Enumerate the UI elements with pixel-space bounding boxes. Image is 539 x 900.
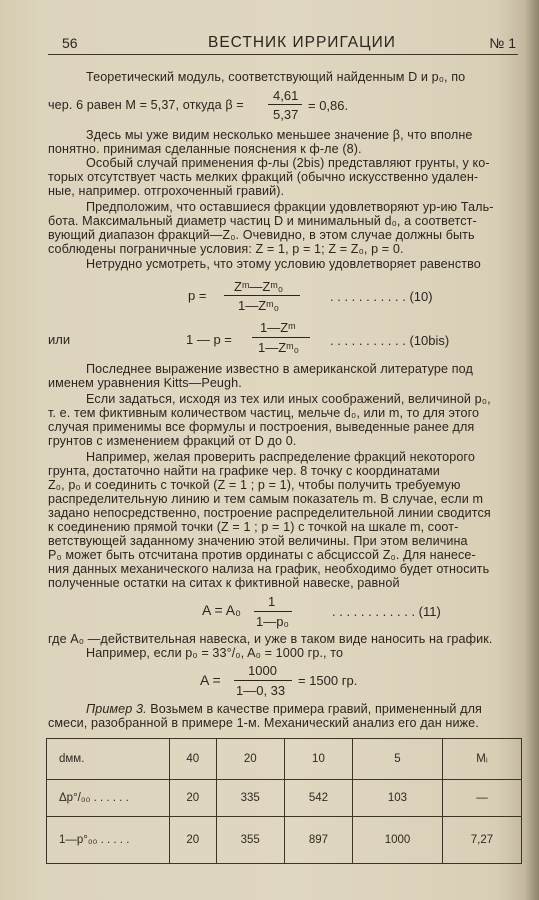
fraction-bar <box>224 295 300 296</box>
table-header-cell: dмм. <box>47 739 170 780</box>
example-formula-numerator: 1000 <box>248 663 277 678</box>
text-line: Здесь мы уже видим несколько меньшее значение β, что вполне <box>86 128 473 142</box>
text-line: Нетрудно усмотреть, что этому условию удовлетворяет равенство <box>86 257 481 271</box>
text-line: ные, например. отгрохоченный гравий). <box>48 184 285 198</box>
sieve-analysis-table <box>46 738 522 864</box>
example-formula-result: = 1500 гр. <box>298 673 358 688</box>
journal-title: ВЕСТНИК ИРРИГАЦИИ <box>208 34 396 51</box>
page-number: 56 <box>62 35 78 51</box>
text-line: Особый случай применения ф-лы (2bis) представляют грунты, у ко- <box>86 156 490 170</box>
fraction-bar <box>252 337 310 338</box>
text-line: ния данных механическогo нализа на график, необходимо будет относить <box>48 562 490 576</box>
table-cell: 335 <box>216 780 284 817</box>
text-line <box>86 702 482 717</box>
text-line: грунта, достаточно найти на графике чер. 8 точку с координатами <box>48 464 440 478</box>
text-line: торых отсутствует часть мелких фракций (обычно искусственно удален- <box>48 170 479 184</box>
beta-numerator: 4,61 <box>273 88 299 103</box>
or-word: или <box>48 332 71 347</box>
table-cell: 7,27 <box>442 817 521 864</box>
table-cell: — <box>442 780 521 817</box>
table-cell: 897 <box>284 817 352 864</box>
text-line: полученные остатки на ситах к фиктивной навеске, равной <box>48 576 400 590</box>
text-line: задано непосредственно, построение распределительной линии сводится <box>48 506 491 520</box>
text-line: Предположим, что оставшиеся фракции удовлетворяют ур-ию Таль- <box>86 200 494 214</box>
fraction-bar <box>234 680 292 681</box>
text-line: Теоретический модуль, соответствующий найденным D и p₀, по <box>86 70 466 84</box>
table-cell: 20 <box>170 780 217 817</box>
text-line: Z₀, p₀ и соединить с точкой (Z = 1 ; p = 1), чтобы получить требуемую <box>48 478 461 492</box>
formula-10-numerator: Zᵐ—Zᵐ₀ <box>234 279 284 294</box>
table-cell: 1000 <box>353 817 443 864</box>
page-header <box>48 30 518 55</box>
formula-11-tag: . . . . . . . . . . . . (11) <box>332 604 441 619</box>
formula-10bis-tag: . . . . . . . . . . . (10bis) <box>330 333 450 348</box>
text-line: понятно. принимая сделанные пояснения к ф-ле (8). <box>48 142 362 156</box>
table-row <box>47 817 522 864</box>
beta-result: = 0,86. <box>308 98 349 113</box>
formula-10-lhs: p = <box>188 288 207 303</box>
text-line: грунтов с изменением фракций от D до 0. <box>48 434 297 448</box>
text-line: Последнее выражение известно в американской литературе под <box>86 362 473 376</box>
example-formula-lhs: A = <box>200 672 221 688</box>
text-line: где A₀ —действительная навеска, и уже в таком виде наносить на график. <box>48 632 493 646</box>
text-line: т. е. тем фиктивным количеством частиц, мельче d₀, или m, то для этого <box>48 406 480 420</box>
example-formula-denominator: 1—0, 33 <box>236 683 286 698</box>
formula-10bis-denominator: 1—Zᵐ₀ <box>258 340 300 355</box>
example-heading: Пример 3. <box>86 702 147 716</box>
text-line: распределительную линию и тем самым показатель m. В случае, если m <box>48 492 484 506</box>
example-text: Возьмем в качестве примера гравий, примененный для <box>146 702 482 716</box>
table-cell: Δp°/₀₀ . . . . . . <box>47 780 170 817</box>
formula-11-denominator: 1—p₀ <box>256 614 289 629</box>
issue-number: № 1 <box>489 35 516 51</box>
table-cell: 355 <box>216 817 284 864</box>
table-cell: 1—p°₀₀ . . . . . <box>47 817 170 864</box>
text-line: Если задаться, исходя из тех или иных соображений, величиной p₀, <box>86 392 491 406</box>
beta-denominator: 5,37 <box>273 107 299 122</box>
table-cell: 20 <box>170 817 217 864</box>
fraction-bar <box>254 611 292 612</box>
table-header-cell: 10 <box>284 739 352 780</box>
text-line: чер. 6 равен M = 5,37, откуда β = <box>48 98 244 112</box>
text-line: вующий диапазон фракций—Z₀. Очевидно, в этом случае должны быть <box>48 228 475 242</box>
table-row <box>47 780 522 817</box>
text-line: смеси, разобранной в примере 1-м. Механический анализ его дан ниже. <box>48 716 479 730</box>
formula-10bis-lhs: 1 — p = <box>186 332 232 347</box>
formula-10-tag: . . . . . . . . . . . (10) <box>330 289 433 304</box>
text-line: Например, желая проверить распределение фракций некоторого <box>86 450 475 464</box>
table-header-cell: 20 <box>216 739 284 780</box>
page-edge-shadow <box>525 0 539 900</box>
table-header-cell: 40 <box>170 739 217 780</box>
table-cell: 103 <box>353 780 443 817</box>
text-line: ветствующей заданному значению этой величины. При этом величина <box>48 534 468 548</box>
table-cell: 542 <box>284 780 352 817</box>
table-header-row <box>47 739 522 780</box>
text-line: соблюдены пограничные условия: Z = 1, p = 1; Z = Z₀, p = 0. <box>48 242 404 256</box>
table-header-cell: 5 <box>353 739 443 780</box>
fraction-bar <box>268 104 302 105</box>
text-line: Например, если p₀ = 33°/₀, A₀ = 1000 гр., то <box>86 646 344 660</box>
formula-10-denominator: 1—Zᵐ₀ <box>238 298 280 313</box>
table-header-cell: Mᵢ <box>442 739 521 780</box>
formula-10bis-numerator: 1—Zᵐ <box>260 320 296 335</box>
formula-11-numerator: 1 <box>268 594 276 609</box>
formula-11-lhs: A = A₀ <box>202 602 241 618</box>
text-line: случая применимы все формулы и построения, выведенные ранее для <box>48 420 475 434</box>
text-line: бота. Максимальный диаметр частиц D и минимальный d₀, а соответст- <box>48 214 477 228</box>
text-line: именем уравнения Kitts—Peugh. <box>48 376 242 390</box>
text-line: к соединению прямой точки (Z = 1 ; p = 1) с точкой на шкале m, соот- <box>48 520 459 534</box>
text-line: P₀ может быть отсчитана против ординаты с абсциссой Z₀. Для нанесе- <box>48 548 476 562</box>
